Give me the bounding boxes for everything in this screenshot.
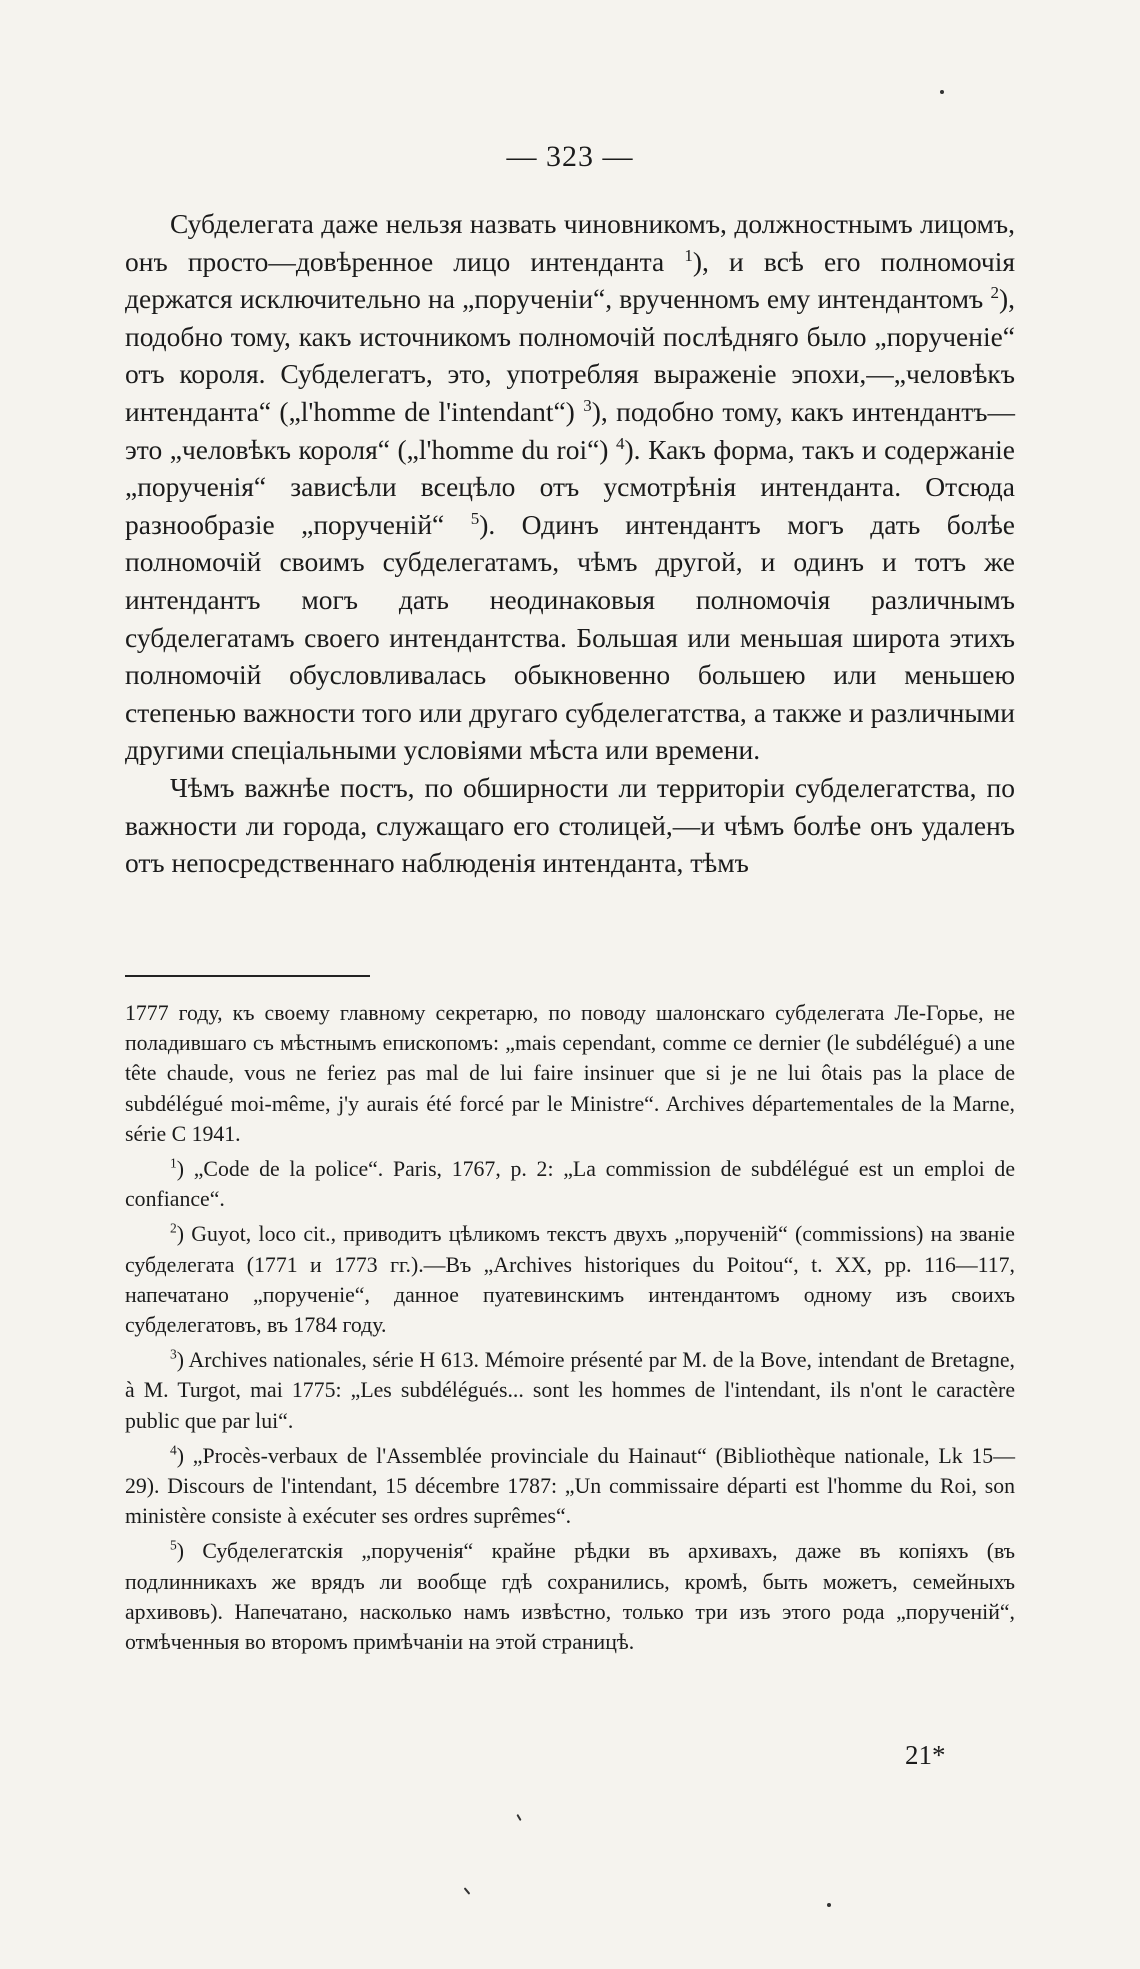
footnote-mark: 5 — [170, 1538, 177, 1554]
footnote-ref-3: 3 — [583, 395, 592, 415]
scan-speck — [940, 90, 944, 94]
footnote-4: $^4$) „Procès-verbaux de l'Assemblée provinciale du Hainaut“ (Bibliothèque nationale, Lk 15—29). Discours de l'intendant, 15 décembre 1787: „Un commissaire départi est l'homme du Roi, son ministère consiste à exécuter ses ordres suprêmes“. — [125, 1442, 1015, 1529]
footnote-ref-4: 4 — [616, 433, 625, 453]
footnote-1: $^1$) „Code de la police“. Paris, 1767, p. 2: „La commission de subdélégué est un emploi de confiance“. — [125, 1155, 1015, 1212]
scan-speck — [827, 1903, 831, 1907]
signature-mark: 21* — [905, 1740, 946, 1770]
footnote-mark: 1 — [170, 1155, 177, 1171]
scan-speck — [464, 1887, 471, 1894]
main-text — [125, 205, 1015, 882]
footnote-mark: 2 — [170, 1221, 177, 1237]
footnote-ref-1: 1 — [684, 245, 693, 265]
footnotes — [125, 998, 1015, 1662]
footnote-mark: 3 — [170, 1346, 177, 1362]
paragraph-2: Чѣмъ важнѣе постъ, по обширности ли территоріи субделегатства, по важности ли города, служащаго его столицей,—и чѣмъ болѣе онъ удаленъ отъ непосредственнаго наблюденія интенданта, тѣмъ — [125, 771, 1015, 879]
paragraph-1: Субделегата даже нельзя назвать чиновникомъ, должностнымъ лицомъ, онъ просто—довѣренное лицо интенданта $^1$), и всѣ его полномочія держатся исключительно на „порученіи“, врученномъ ему интендантомъ $^2$), подобно тому, какъ источникомъ полномочій послѣдняго было „порученіе“ отъ короля. Субделегатъ, это, употребляя выраженіе эпохи,—„человѣкъ интенданта“ („l'homme de l'intendant“) $^3$), подобно тому, какъ интендантъ—это „человѣкъ короля“ („l'homme du roi“) $^4$). Какъ форма, такъ и содержаніе „порученія“ зависѣли всецѣло отъ усмотрѣнія интенданта. Отсюда разнообразіе „порученій“ $^5$). Одинъ интендантъ могъ дать болѣе полномочій своимъ субделегатамъ, чѣмъ другой, и одинъ и тотъ же интендантъ могъ дать неодинаковыя полномочія различнымъ субделегатамъ своего интендантства. Большая или меньшая широта этихъ полномочій обусловливалась обыкновенно большею или меньшею степенью важности того или другаго субделегатства, а также и различными другими спеціальными условіями мѣста или времени. — [125, 208, 1015, 766]
footnote-3: $^3$) Archives nationales, série H 613. Mémoire présenté par M. de la Bove, intendant de Bretagne, à M. Turgot, mai 1775: „Les subdélégués... sont les hommes de l'intendant, ils n'ont le caractère public que par lui“. — [125, 1346, 1015, 1433]
footnote-2: $^2$) Guyot, loco cit., приводитъ цѣликомъ текстъ двухъ „порученій“ (commissions) на званіе субделегата (1771 и 1773 гг.).—Въ „Archives historiques du Poitou“, t. XX, pp. 116—117, напечатано „порученіе“, данное пуатевинскимъ интендантомъ одному изъ своихъ субделегатовъ, въ 1784 году. — [125, 1221, 1015, 1338]
footnote-ref-5: 5 — [470, 508, 480, 528]
footnote-divider — [125, 975, 370, 977]
scan-speck — [516, 1814, 521, 1821]
footnote-continued: 1777 году, къ своему главному секретарю, по поводу шалонскаго субделегата Ле-Горье, не поладившаго съ мѣстнымъ епископомъ: „mais cependant, comme ce dernier (le subdélégué) a une tête chaude, vous ne feriez pas mal de lui faire insinuer que si je ne lui ôtais pas la place de subdélégué moi-même, j'y aurais été forcé par le Ministre“. Archives départementales de la Marne, série C 1941. — [125, 1001, 1015, 1146]
footnote-5: $^5$) Субделегатскія „порученія“ крайне рѣдки въ архивахъ, даже въ копіяхъ (въ подлинникахъ же врядъ ли вообще гдѣ сохранились, кромѣ, быть можетъ, семейныхъ архивовъ). Напечатано, насколько намъ извѣстно, только три изъ этого рода „порученій“, отмѣченныя во второмъ примѣчаніи на этой страницѣ. — [125, 1538, 1015, 1655]
footnote-mark: 4 — [170, 1442, 177, 1458]
page-number: — 323 — — [506, 140, 634, 173]
footnote-ref-2: 2 — [990, 283, 999, 303]
